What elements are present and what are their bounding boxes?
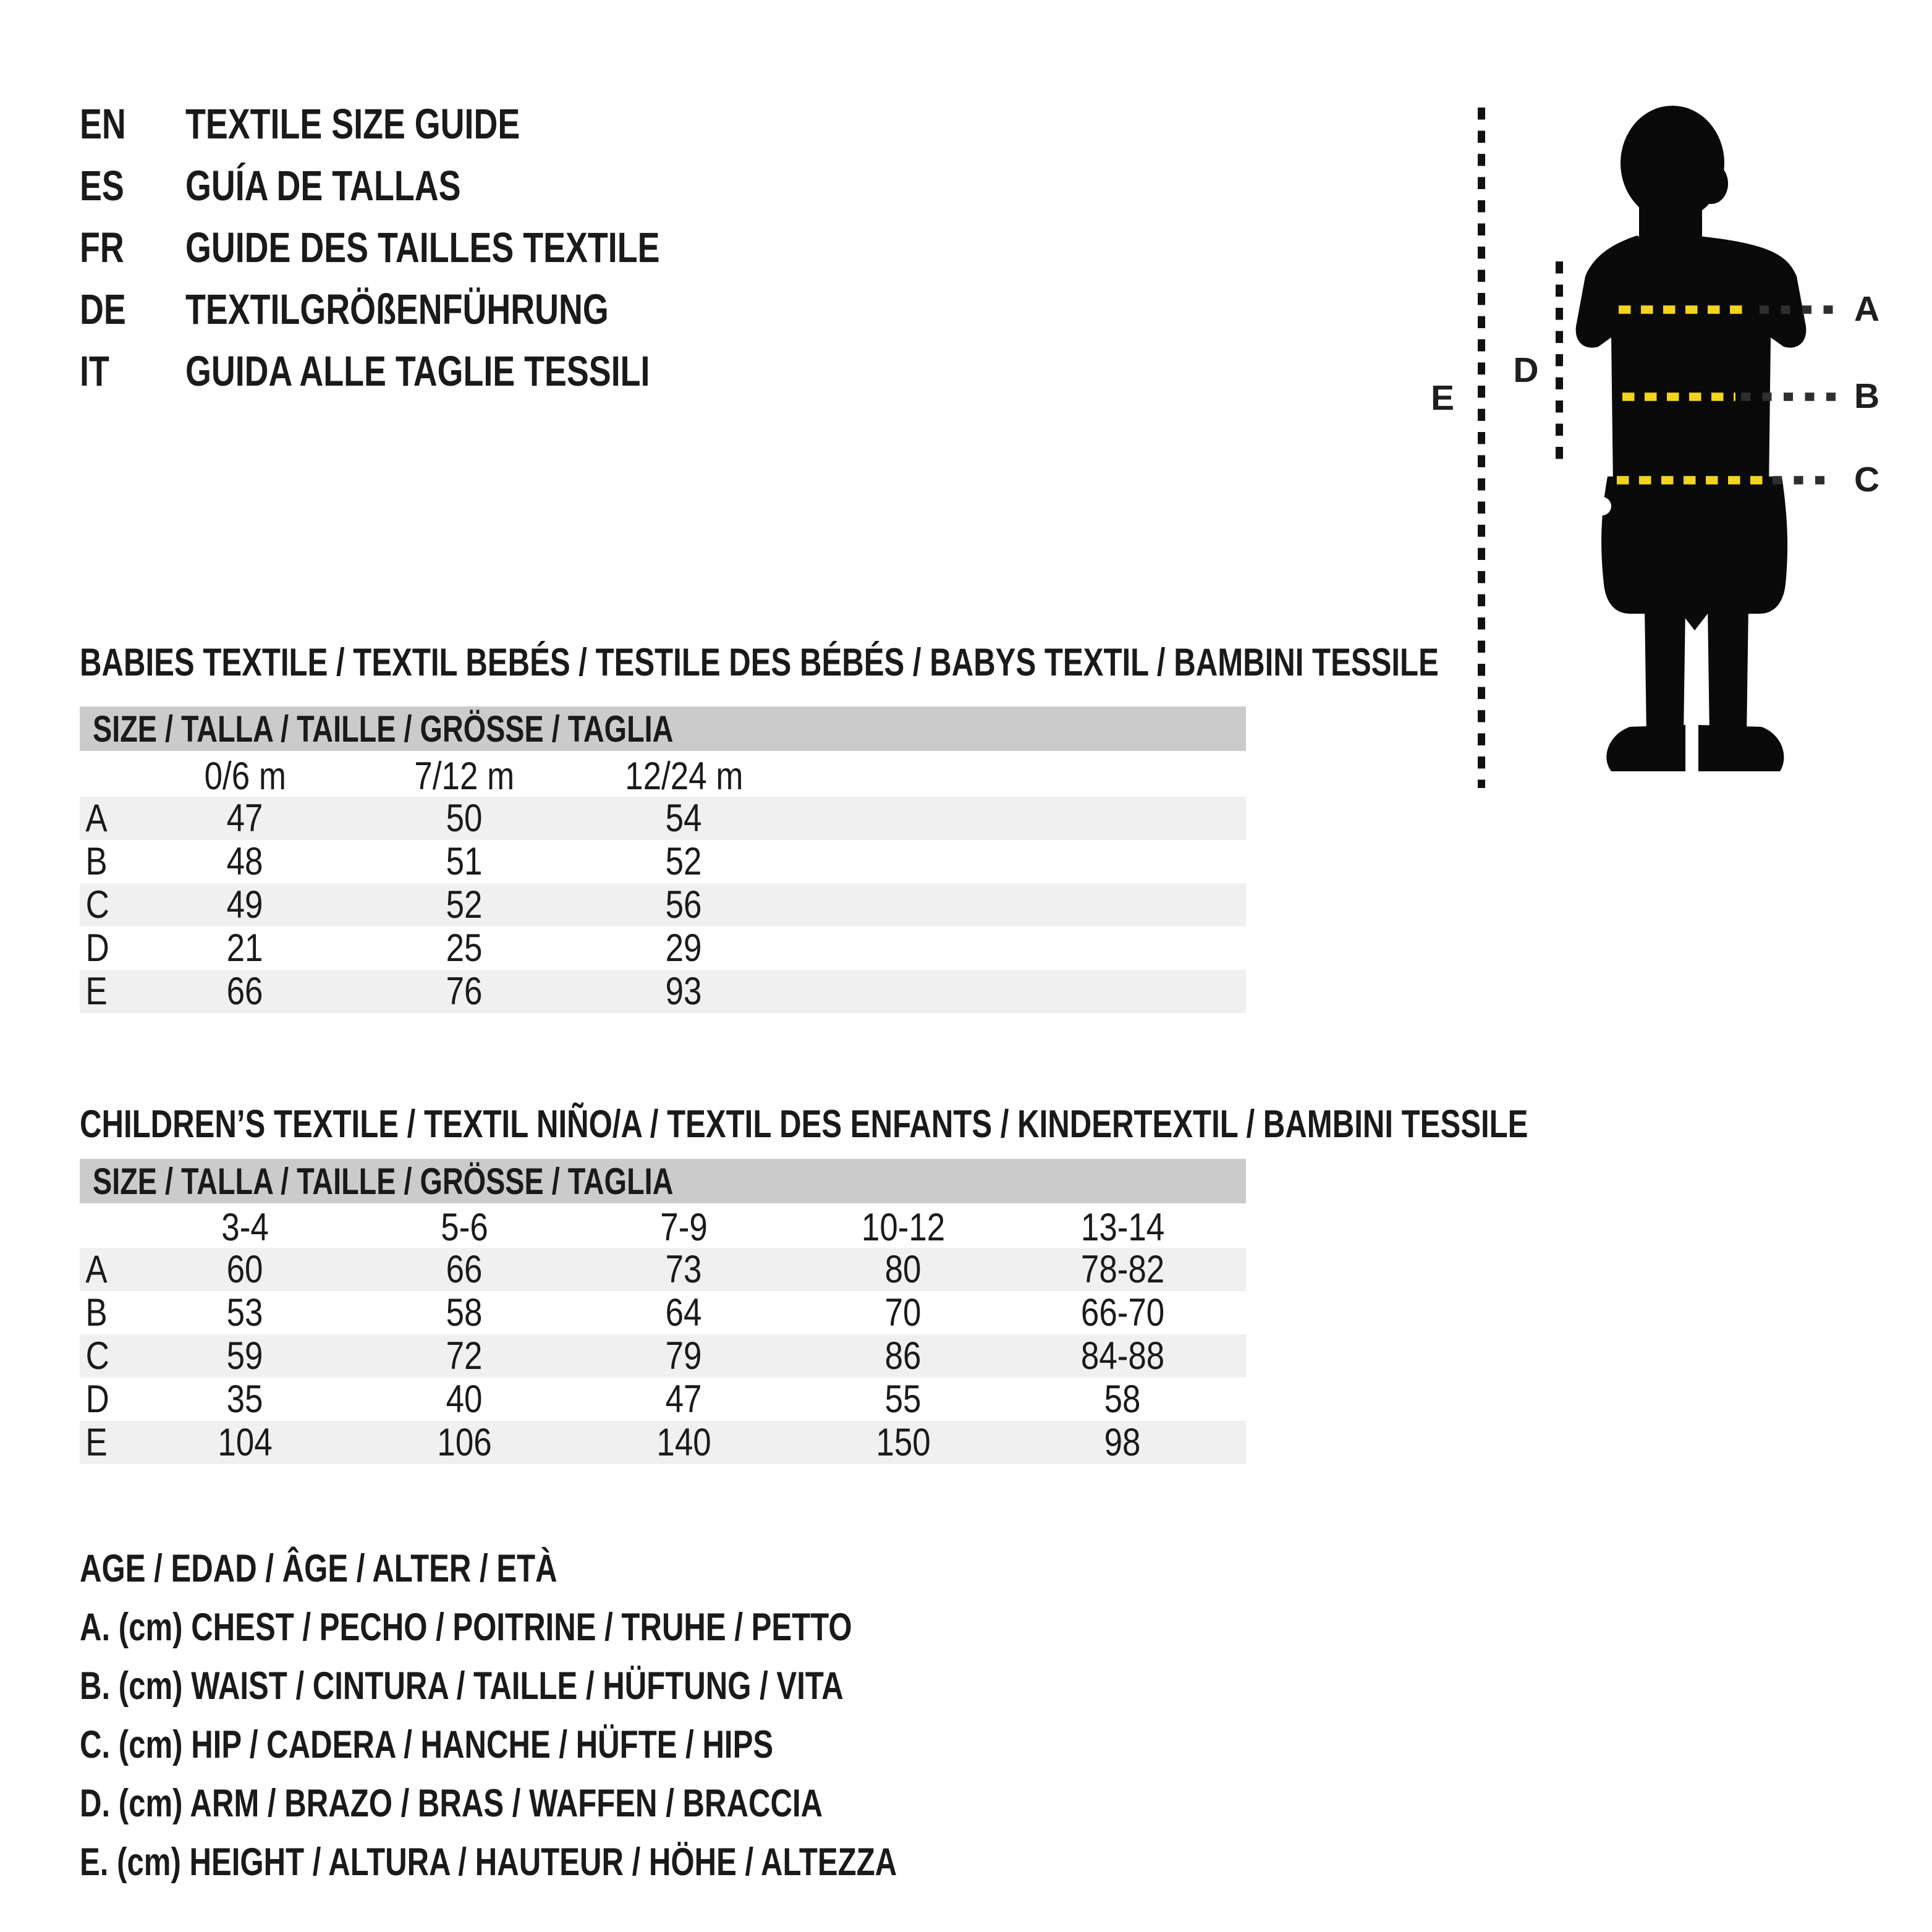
silhouette-shorts [1601,477,1787,630]
row-label-text: C [85,1334,109,1378]
table-cell [1013,1334,1232,1378]
babies-col-0-text: 0/6 m [204,755,286,798]
children-col-header [574,1205,794,1250]
legend-line-hip [80,1715,1127,1774]
cell-value: 29 [666,926,702,970]
cell-value: 64 [666,1291,702,1334]
row-label [80,1334,135,1378]
cell-value: 52 [446,883,483,926]
cell-value: 21 [227,926,263,970]
row-label-text: B [85,840,108,883]
cell-value: 79 [666,1334,702,1378]
children-col-header [355,1205,574,1250]
row-label-text: A [85,797,108,840]
cell-value: 35 [227,1378,263,1421]
table-cell [794,1334,1013,1378]
babies-section-title-text: BABIES TEXTILE / TEXTIL BEBÉS / TESTILE DES BÉBÉS / BABYS TEXTIL / BAMBINI TESSILE [80,641,1439,684]
table-row [80,1421,1246,1464]
row-label [80,1377,135,1421]
cell-value: 25 [446,926,483,970]
cell-value: 52 [666,840,702,883]
lang-title-it [185,347,781,396]
row-label-text: D [85,1378,109,1421]
cell-value: 50 [446,797,483,840]
row-label [80,796,135,841]
cell-value: 47 [227,797,263,840]
table-row [80,1248,1246,1291]
legend-arm-text: D. (cm) ARM / BRAZO / BRAS / WAFFEN / BRACCIA [80,1781,823,1825]
legend-line-waist [80,1656,1127,1715]
cell-value: 106 [437,1421,492,1464]
lang-code-de [80,285,185,334]
row-label [80,969,135,1014]
cell-value: 72 [446,1334,483,1378]
legend-age-text: AGE / EDAD / ÂGE / ALTER / ETÀ [80,1546,557,1590]
children-col-header [794,1205,1013,1250]
cell-value: 80 [885,1248,922,1291]
lang-title-de-text: TEXTILGRÖßENFÜHRUNG [185,285,609,333]
table-cell [355,1377,574,1421]
label-e-height: E [1430,378,1455,418]
label-b-waist: B [1854,376,1880,416]
table-row [80,926,1246,970]
lang-code-en [80,100,185,148]
silhouette-left-shoe [1606,725,1685,771]
table-cell [355,839,574,884]
table-cell [794,1290,1013,1335]
lang-code-it [80,347,185,396]
legend-hip-text: C. (cm) HIP / CADERA / HANCHE / HÜFTE / HIPS [80,1722,774,1766]
legend-chest-text: A. (cm) CHEST / PECHO / POITRINE / TRUHE / PETTO [80,1605,852,1649]
cell-value: 93 [666,970,702,1013]
child-silhouette-diagram [1415,50,1932,803]
legend-line-age [80,1539,1127,1598]
table-cell [1013,1247,1232,1292]
table-cell [135,1420,355,1465]
cell-value: 104 [218,1421,273,1464]
cell-value: 58 [1104,1378,1141,1421]
children-col-2-text: 7-9 [660,1206,708,1249]
table-cell [355,1247,574,1292]
cell-value: 53 [227,1291,263,1334]
lang-code-es [80,161,185,210]
cell-value: 73 [666,1248,702,1291]
cell-value: 140 [656,1421,711,1464]
label-a-chest: A [1854,289,1880,329]
cell-value: 78-82 [1080,1248,1165,1291]
lang-title-en-text: TEXTILE SIZE GUIDE [185,100,520,148]
cell-value: 58 [446,1291,483,1334]
table-cell [355,796,574,841]
children-col-0-text: 3-4 [221,1206,269,1249]
lang-code-de-text: DE [80,285,126,333]
table-row [80,1334,1246,1378]
table-cell [135,796,355,841]
legend-line-height [80,1832,1127,1891]
table-cell [1013,1290,1232,1335]
cell-value: 98 [1104,1421,1141,1464]
lang-row-en [80,93,794,155]
lang-row-de [80,278,794,340]
children-size-table [80,1207,1246,1464]
cell-value: 47 [666,1378,702,1421]
table-cell [135,839,355,884]
measurement-legend [80,1539,1127,1891]
table-cell [355,1290,574,1335]
cell-value: 51 [446,840,483,883]
row-label-text: A [85,1248,108,1291]
table-row [80,1378,1246,1421]
babies-col-1-text: 7/12 m [414,755,515,798]
cell-value: 59 [227,1334,263,1378]
legend-height-text: E. (cm) HEIGHT / ALTURA / HAUTEUR / HÖHE / ALTEZZA [80,1840,897,1884]
children-section-title [80,1103,1932,1146]
lang-row-fr [80,216,794,278]
lang-title-it-text: GUIDA ALLE TAGLIE TESSILI [185,347,650,395]
table-cell [355,969,574,1014]
babies-col-header [355,754,574,799]
row-label [80,883,135,927]
table-cell [794,1420,1013,1465]
children-col-header [135,1205,355,1250]
cell-value: 70 [885,1291,922,1334]
lang-row-es [80,155,794,216]
legend-line-chest [80,1598,1127,1656]
cell-value: 49 [227,883,263,926]
children-column-header-row [80,1207,1246,1248]
table-cell [135,969,355,1014]
cell-value: 84-88 [1080,1334,1165,1378]
table-cell [1013,1377,1232,1421]
cell-value: 66 [227,970,263,1013]
cell-value: 76 [446,970,483,1013]
lang-code-en-text: EN [80,100,126,148]
babies-section-title [80,642,1822,684]
table-cell [135,883,355,927]
table-cell [794,1377,1013,1421]
legend-line-arm [80,1774,1127,1832]
children-col-3-text: 10-12 [861,1206,946,1249]
row-label-text: E [85,970,108,1013]
table-row [80,1291,1246,1334]
table-cell [574,883,794,927]
row-label [80,926,135,970]
cell-value: 86 [885,1334,922,1378]
children-size-header-bar [80,1159,1246,1203]
cell-value: 54 [666,797,702,840]
cell-value: 55 [885,1378,922,1421]
cell-value: 66-70 [1080,1291,1165,1334]
babies-col-2-text: 12/24 m [624,755,744,798]
children-size-header-text: SIZE / TALLA / TAILLE / GRÖSSE / TAGLIA [93,1160,674,1202]
silhouette-right-shoe [1698,725,1784,771]
label-d-arm: D [1513,350,1539,390]
table-cell [135,1334,355,1378]
row-label-text: C [85,883,109,926]
table-cell [135,1247,355,1292]
row-label [80,839,135,884]
table-cell [1013,1420,1232,1465]
babies-size-header-text: SIZE / TALLA / TAILLE / GRÖSSE / TAGLIA [93,708,674,750]
babies-size-header-bar [80,706,1246,751]
table-cell [574,1290,794,1335]
label-c-hip: C [1854,460,1880,499]
silhouette-hand-gap [1593,497,1611,515]
cell-value: 40 [446,1378,483,1421]
row-label [80,1420,135,1465]
lang-code-fr-text: FR [80,223,124,271]
table-row [80,883,1246,926]
lang-code-fr [80,223,185,272]
row-label-text: E [85,1421,108,1464]
lang-row-it [80,340,794,402]
row-label-text: B [85,1291,108,1334]
table-cell [574,839,794,884]
table-cell [574,1420,794,1465]
lang-title-fr [185,223,794,272]
lang-title-es [185,161,538,210]
lang-title-en [185,100,614,148]
babies-column-header-row [80,756,1246,797]
table-cell [355,926,574,970]
table-row [80,970,1246,1013]
babies-size-table [80,756,1246,1013]
legend-waist-text: B. (cm) WAIST / CINTURA / TAILLE / HÜFTUNG / VITA [80,1664,844,1708]
children-section-title-text: CHILDREN’S TEXTILE / TEXTIL NIÑO/A / TEXTIL DES ENFANTS / KINDERTEXTIL / BAMBINI TESSILE [80,1103,1528,1146]
table-cell [135,1290,355,1335]
silhouette-torso [1576,235,1807,489]
table-cell [574,969,794,1014]
cell-value: 56 [666,883,702,926]
lang-title-es-text: GUÍA DE TALLAS [185,161,461,210]
table-row [80,840,1246,883]
table-cell [794,1247,1013,1292]
table-cell [355,883,574,927]
babies-col-header [135,754,355,799]
table-cell [574,1247,794,1292]
row-label [80,1247,135,1292]
cell-value: 48 [227,840,263,883]
table-cell [574,1377,794,1421]
row-label-text: D [85,926,109,970]
babies-col-header [574,754,794,799]
language-title-block [80,93,794,402]
children-col-1-text: 5-6 [441,1206,488,1249]
table-cell [135,1377,355,1421]
lang-title-de [185,285,728,334]
lang-code-es-text: ES [80,161,124,210]
lang-code-it-text: IT [80,347,109,395]
table-cell [355,1420,574,1465]
table-cell [574,1334,794,1378]
table-row [80,797,1246,840]
cell-value: 60 [227,1248,263,1291]
table-cell [574,796,794,841]
measurement-figure [1415,50,1932,803]
table-cell [355,1334,574,1378]
cell-value: 66 [446,1248,483,1291]
children-col-4-text: 13-14 [1080,1206,1165,1249]
row-label [80,1290,135,1335]
table-cell [574,926,794,970]
table-cell [135,926,355,970]
children-col-header [1013,1205,1232,1250]
lang-title-fr-text: GUIDE DES TAILLES TEXTILE [185,223,660,271]
cell-value: 150 [876,1421,931,1464]
